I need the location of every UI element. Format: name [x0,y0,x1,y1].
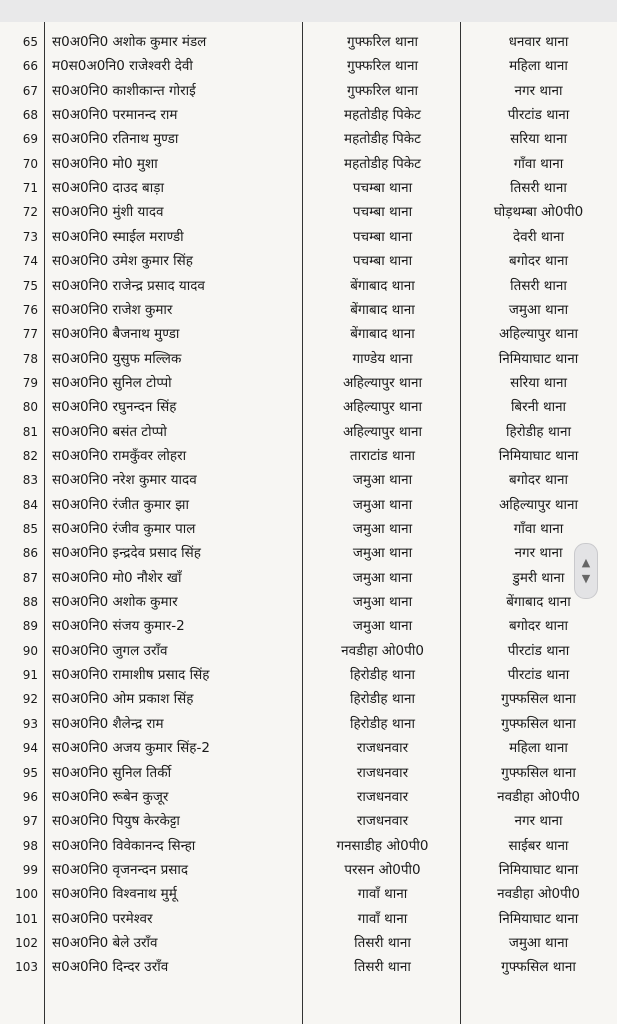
viewer-top-bar [0,0,617,23]
row-number: 75 [22,278,38,293]
transfer-posting: निमियाघाट थाना [498,861,579,878]
row-number: 74 [22,254,38,269]
transfer-posting: साईबर थाना [508,837,569,854]
officer-name: स0अ0नि0 दिन्दर उराँव [52,959,169,976]
row-number: 100 [15,887,38,902]
transfer-posting: गुफ्फसिल थाना [501,764,576,781]
row-number: 68 [22,108,38,123]
current-posting: राजधनवार [356,764,409,781]
table-row [0,249,617,273]
officer-name: स0अ0नि0 परमेश्वर [52,910,153,927]
transfer-posting: अहिल्यापुर थाना [498,496,579,513]
transfer-posting: बगोदर थाना [509,618,568,635]
current-posting: जमुआ थाना [352,594,413,611]
current-posting: पचम्बा थाना [352,204,413,221]
current-posting: गनसाडीह ओ0पी0 [336,837,429,854]
row-number: 67 [22,83,38,98]
officer-name: स0अ0नि0 मो0 नौशेर खाँ [52,569,182,586]
current-posting: पचम्बा थाना [352,228,413,245]
officer-name: स0अ0नि0 सुनिल तिर्की [52,764,172,781]
table-row [0,907,617,931]
row-number: 73 [22,229,38,244]
table-row [0,663,617,687]
transfer-posting: निमियाघाट थाना [498,350,579,367]
officer-name: स0अ0नि0 विश्वनाथ मुर्मू [52,886,177,903]
table-row [0,225,617,249]
current-posting: हिरोडीह थाना [350,715,415,732]
officer-name: म0स0अ0नि0 राजेश्वरी देवी [52,58,193,75]
table-row [0,127,617,151]
current-posting: हिरोडीह थाना [350,667,415,684]
officer-name: स0अ0नि0 नरेश कुमार यादव [52,472,197,489]
table-row [0,200,617,224]
officer-name: स0अ0नि0 स्माईल मराण्डी [52,228,184,245]
row-number: 78 [22,351,38,366]
current-posting: जमुआ थाना [352,521,413,537]
current-posting: अहिल्यापुर थाना [342,423,423,440]
table-row [0,590,617,614]
current-posting: परसन ओ0पी0 [344,861,421,878]
table-row [0,639,617,663]
officer-name: स0अ0नि0 पियुष केरकेट्टा [52,813,180,830]
document-page [0,22,617,1024]
row-number: 83 [22,473,38,488]
table-row [0,274,617,298]
transfer-posting: बगोदर थाना [509,253,568,270]
table-row [0,882,617,906]
officer-name: स0अ0नि0 काशीकान्त गोराई [52,82,196,99]
table-row [0,468,617,492]
officer-name: स0अ0नि0 अशोक कुमार [52,594,178,611]
row-number: 90 [22,643,38,658]
row-number: 97 [22,814,38,829]
current-posting: गुफ्फरिल थाना [346,58,419,75]
current-posting: तिसरी थाना [354,934,411,951]
officer-name: स0अ0नि0 इन्द्रदेव प्रसाद सिंह [52,545,201,562]
officer-name: स0अ0नि0 अजय कुमार सिंह-2 [52,740,210,757]
row-number: 87 [22,570,38,585]
table-row [0,761,617,785]
row-number: 70 [22,156,38,171]
table-row [0,322,617,346]
transfer-posting: हिरोडीह थाना [506,423,571,440]
table-row [0,371,617,395]
current-posting: तिसरी थाना [354,959,411,976]
transfer-posting: डुमरी थाना [512,569,565,586]
officer-name: स0अ0नि0 शैलेन्द्र राम [52,715,164,732]
row-number: 77 [22,327,38,342]
officer-name: स0अ0नि0 ओम प्रकाश सिंह [52,691,194,708]
transfer-posting: पीरटांड थाना [507,107,570,124]
row-number: 76 [22,302,38,317]
transfer-posting: महिला थाना [509,58,568,75]
transfer-posting: सरिया थाना [510,374,567,391]
officer-name: स0अ0नि0 मो0 मुशा [52,155,158,172]
table-row [0,444,617,468]
current-posting: राजधनवार [356,813,409,830]
table-row [0,785,617,809]
officer-name: स0अ0नि0 रूबेन कुजूर [52,788,169,805]
table-row [0,809,617,833]
table-row [0,931,617,955]
transfer-posting: जमुआ थाना [508,301,569,318]
transfer-posting: गाँवा थाना [513,155,564,172]
transfer-posting: पीरटांड थाना [507,642,570,659]
officer-name: स0अ0नि0 राजेश कुमार [52,301,173,318]
officer-name: स0अ0नि0 रामकुँवर लोहरा [52,447,187,464]
current-posting: बेंगाबाद थाना [350,301,415,318]
officer-name: स0अ0नि0 विवेकानन्द सिन्हा [52,837,196,854]
officer-name: स0अ0नि0 रंजीव कुमार पाल [52,521,196,537]
officer-name: स0अ0नि0 सुनिल टोप्पो [52,374,172,391]
table-row [0,176,617,200]
transfer-posting: गाँवा थाना [513,521,564,537]
officer-name: स0अ0नि0 उमेश कुमार सिंह [52,253,193,270]
row-number: 101 [15,911,38,926]
transfer-posting: तिसरी थाना [510,277,567,294]
current-posting: अहिल्यापुर थाना [342,399,423,416]
table-row [0,687,617,711]
row-number: 65 [22,35,38,49]
row-number: 93 [22,716,38,731]
transfer-posting: निमियाघाट थाना [498,910,579,927]
table-row [0,517,617,541]
officer-name: स0अ0नि0 युसुफ मल्लिक [52,350,182,367]
transfer-posting: सरिया थाना [510,131,567,148]
current-posting: महतोडीह पिकेट [344,107,421,124]
transfer-posting: गुफ्फसिल थाना [501,691,576,708]
current-posting: अहिल्यापुर थाना [342,374,423,391]
transfer-posting: धनवार थाना [508,34,569,50]
row-number: 71 [22,181,38,196]
officer-name: स0अ0नि0 संजय कुमार-2 [52,618,185,635]
current-posting: राजधनवार [356,788,409,805]
current-posting: गाण्डेय थाना [352,350,413,367]
officer-name: स0अ0नि0 बसंत टोप्पो [52,423,167,440]
row-number: 89 [22,619,38,634]
transfer-posting: पीरटांड थाना [507,667,570,684]
current-posting: पचम्बा थाना [352,253,413,270]
current-posting: जमुआ थाना [352,545,413,562]
table-row [0,103,617,127]
transfer-posting: तिसरी थाना [510,180,567,197]
row-number: 103 [15,960,38,975]
table-row [0,541,617,565]
row-number: 72 [22,205,38,220]
current-posting: महतोडीह पिकेट [344,155,421,172]
table-row [0,712,617,736]
current-posting: जमुआ थाना [352,618,413,635]
table-row [0,152,617,176]
transfer-posting: बेंगाबाद थाना [506,594,571,611]
officer-name: स0अ0नि0 जुगल उराँव [52,642,168,659]
row-number: 91 [22,668,38,683]
transfer-posting: निमियाघाट थाना [498,447,579,464]
officer-name: स0अ0नि0 दाउद बाड़ा [52,180,164,197]
officer-name: स0अ0नि0 मुंशी यादव [52,204,164,221]
current-posting: राजधनवार [356,740,409,757]
officer-name: स0अ0नि0 परमानन्द राम [52,107,178,124]
officer-name: स0अ0नि0 बैजनाथ मुण्डा [52,326,180,343]
table-row [0,614,617,638]
transfer-posting: नगर थाना [514,82,563,99]
officer-name: स0अ0नि0 रघुनन्दन सिंह [52,399,177,416]
officer-name: स0अ0नि0 वृजनन्दन प्रसाद [52,861,189,878]
transfer-posting: महिला थाना [509,740,568,757]
row-number: 95 [22,765,38,780]
current-posting: गावाँ थाना [357,910,408,927]
row-number: 92 [22,692,38,707]
row-number: 86 [22,546,38,561]
transfer-posting: नगर थाना [514,813,563,830]
scroll-control[interactable] [574,543,598,599]
current-posting: पचम्बा थाना [352,180,413,197]
table-row [0,420,617,444]
table-row [0,79,617,103]
transfer-posting: अहिल्यापुर थाना [498,326,579,343]
current-posting: बेंगाबाद थाना [350,277,415,294]
transfer-posting: जमुआ थाना [508,934,569,951]
chevron-up-icon[interactable]: ▲ [581,556,591,569]
officer-name: स0अ0नि0 बेले उराँव [52,934,158,951]
row-number: 98 [22,838,38,853]
current-posting: जमुआ थाना [352,472,413,489]
officer-name: स0अ0नि0 रतिनाथ मुण्डा [52,131,179,148]
current-posting: जमुआ थाना [352,569,413,586]
transfer-posting: गुफ्फसिल थाना [501,715,576,732]
table-row [0,493,617,517]
transfer-posting: नवडीहा ओ0पी0 [497,886,580,903]
table-row [0,566,617,590]
current-posting: महतोडीह पिकेट [344,131,421,148]
row-number: 66 [22,59,38,74]
transfer-posting: नवडीहा ओ0पी0 [497,788,580,805]
table-row [0,834,617,858]
current-posting: नवडीहा ओ0पी0 [341,642,424,659]
row-number: 80 [22,400,38,415]
table-row [0,30,617,54]
current-posting: ताराटांड थाना [349,447,416,464]
current-posting: गुफ्फरिल थाना [346,34,419,50]
row-number: 81 [22,424,38,439]
current-posting: बेंगाबाद थाना [350,326,415,343]
table-row [0,736,617,760]
current-posting: हिरोडीह थाना [350,691,415,708]
row-number: 85 [22,522,38,536]
table-row [0,955,617,979]
row-number: 82 [22,448,38,463]
transfer-posting: घोड़थम्बा ओ0पी0 [493,204,584,221]
row-number: 88 [22,595,38,610]
officer-name: स0अ0नि0 रामाशीष प्रसाद सिंह [52,667,210,684]
table-row [0,298,617,322]
table-row [0,395,617,419]
table-row [0,858,617,882]
row-number: 79 [22,375,38,390]
row-number: 99 [22,862,38,877]
transfer-posting: नगर थाना [514,545,563,562]
current-posting: गुफ्फरिल थाना [346,82,419,99]
officer-name: स0अ0नि0 रंजीत कुमार झा [52,496,189,513]
current-posting: जमुआ थाना [352,496,413,513]
current-posting: गावाँ थाना [357,886,408,903]
transfer-posting: देवरी थाना [512,228,565,245]
transfer-posting: बिरनी थाना [510,399,567,416]
row-number: 69 [22,132,38,147]
table-row [0,347,617,371]
row-number: 84 [22,497,38,512]
row-number: 94 [22,741,38,756]
chevron-down-icon[interactable]: ▼ [581,572,591,585]
transfer-posting: बगोदर थाना [509,472,568,489]
table-row [0,54,617,78]
row-number: 102 [15,935,38,950]
row-number: 96 [22,789,38,804]
transfer-posting: गुफ्फसिल थाना [501,959,576,976]
officer-name: स0अ0नि0 अशोक कुमार मंडल [52,34,207,50]
officer-name: स0अ0नि0 राजेन्द्र प्रसाद यादव [52,277,205,294]
